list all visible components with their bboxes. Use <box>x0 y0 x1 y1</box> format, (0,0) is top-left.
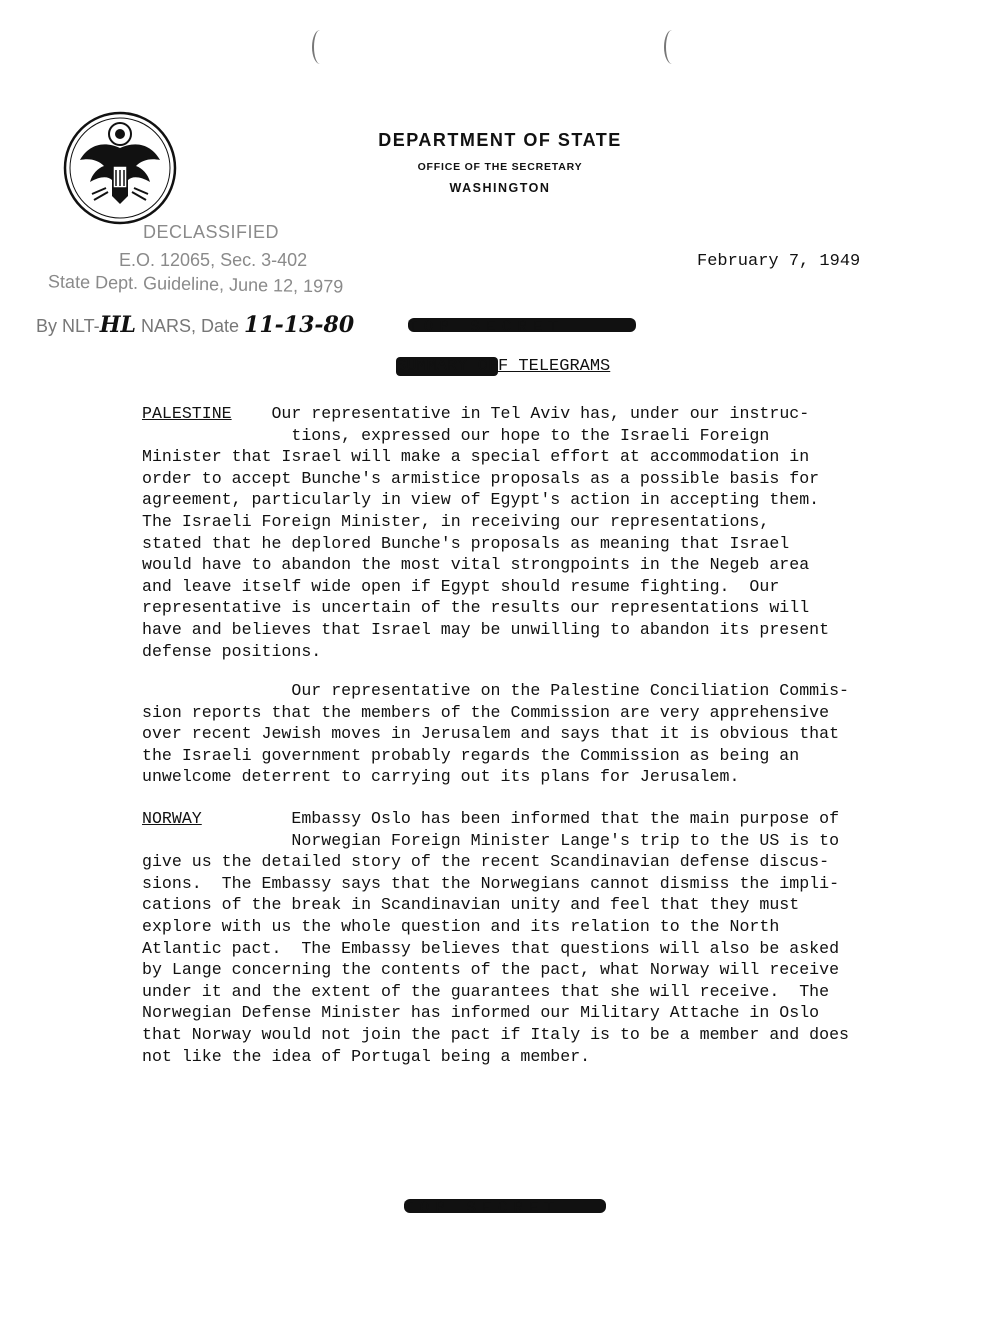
norway-line: explore with us the whole question and its relation to the North <box>142 916 780 936</box>
section-norway <box>142 808 902 1067</box>
norway-line-0: Embassy Oslo has been informed that the main purpose of <box>291 809 840 828</box>
palestine-line: tions, expressed our hope to the Israeli Foreign <box>142 425 770 445</box>
stamp-guideline: State Dept. Guideline, June 12, 1979 <box>47 271 344 297</box>
norway-line: that Norway would not join the pact if Italy is to be a member and does <box>142 1024 850 1044</box>
norway-line: Norwegian Defense Minister has informed our Military Attache in Oslo <box>142 1003 820 1023</box>
norway-line: cations of the break in Scandinavian unity and feel that they must <box>142 895 800 915</box>
stamp-by-label: By NLT- <box>36 316 100 336</box>
classification-bottom: TOP SECRET <box>404 1199 561 1217</box>
stamp-authority: E.O. 12065, Sec. 3-402 <box>119 250 308 270</box>
summary-title-visible: F TELEGRAMS <box>498 357 611 376</box>
palestine-line: The Israeli Foreign Minister, in receiving our representations, <box>142 511 770 531</box>
norway-line: give us the detailed story of the recent Scandinavian defense discus- <box>142 852 830 872</box>
city-name: WASHINGTON <box>449 181 551 195</box>
palestine-line: defense positions. <box>142 641 322 661</box>
summary-title <box>396 357 610 376</box>
section-palestine-para2 <box>142 680 902 788</box>
punch-hole-left <box>312 30 328 64</box>
palestine-para2-line: unwelcome deterrent to carrying out its plans for Jerusalem. <box>142 767 740 787</box>
norway-line: under it and the extent of the guarantees that she will receive. The <box>142 981 830 1001</box>
section-heading-palestine: PALESTINE <box>142 404 232 423</box>
palestine-line: representative is uncertain of the results our representations will <box>142 598 810 618</box>
palestine-line: Minister that Israel will make a special effort at accommodation in <box>142 447 810 467</box>
palestine-line: have and believes that Israel may be unwilling to abandon its present <box>142 619 830 639</box>
classification-bottom-redaction <box>404 1199 606 1217</box>
norway-first-line <box>142 808 902 830</box>
punch-hole-right <box>664 30 680 64</box>
norway-line: by Lange concerning the contents of the pact, what Norway will receive <box>142 960 840 980</box>
palestine-line: would have to abandon the most vital strongpoints in the Negeb area <box>142 555 810 575</box>
section-heading-norway: NORWAY <box>142 809 202 828</box>
department-name: DEPARTMENT OF STATE <box>378 130 622 150</box>
palestine-para2-line: Our representative on the Palestine Conciliation Commis- <box>142 681 850 700</box>
palestine-line: stated that he deplored Bunche's proposals as meaning that Israel <box>142 533 790 553</box>
palestine-line: agreement, particularly in view of Egypt's action in accepting them. <box>142 490 820 510</box>
norway-line: Norwegian Foreign Minister Lange's trip to the US is to <box>142 830 840 850</box>
section-palestine <box>142 403 902 662</box>
stamp-handwritten-date: 11-13-80 <box>244 312 355 338</box>
palestine-para2-line: the Israeli government probably regards the Commission as being an <box>142 745 800 765</box>
stamp-nars-label: NARS, Date <box>140 316 240 336</box>
stamp-declassified: DECLASSIFIED <box>143 222 280 242</box>
classification-top-redaction <box>408 318 636 336</box>
great-seal-icon <box>62 110 178 226</box>
office-name: OFFICE OF THE SECRETARY <box>417 161 583 173</box>
letterhead <box>320 130 680 195</box>
classification-top: TOP SECRET <box>408 318 565 336</box>
stamp-signoff <box>36 312 354 338</box>
norway-line: Atlantic pact. The Embassy believes that questions will also be asked <box>142 938 840 958</box>
stamp-by-initials: HL <box>99 312 136 338</box>
document-date: February 7, 1949 <box>697 252 861 271</box>
palestine-first-line <box>142 403 902 425</box>
summary-title-redacted: SUMMARY OF <box>396 357 499 376</box>
palestine-line: and leave itself wide open if Egypt should resume fighting. Our <box>142 576 780 596</box>
palestine-para2-line: over recent Jewish moves in Jerusalem and says that it is obvious that <box>142 724 840 744</box>
palestine-line-0: Our representative in Tel Aviv has, under our instruc- <box>271 404 810 423</box>
palestine-line: order to accept Bunche's armistice proposals as a possible basis for <box>142 468 820 488</box>
norway-line: not like the idea of Portugal being a member. <box>142 1046 591 1066</box>
palestine-para2-line: sion reports that the members of the Commission are very apprehensive <box>142 702 830 722</box>
norway-line: sions. The Embassy says that the Norwegians cannot dismiss the impli- <box>142 873 840 893</box>
